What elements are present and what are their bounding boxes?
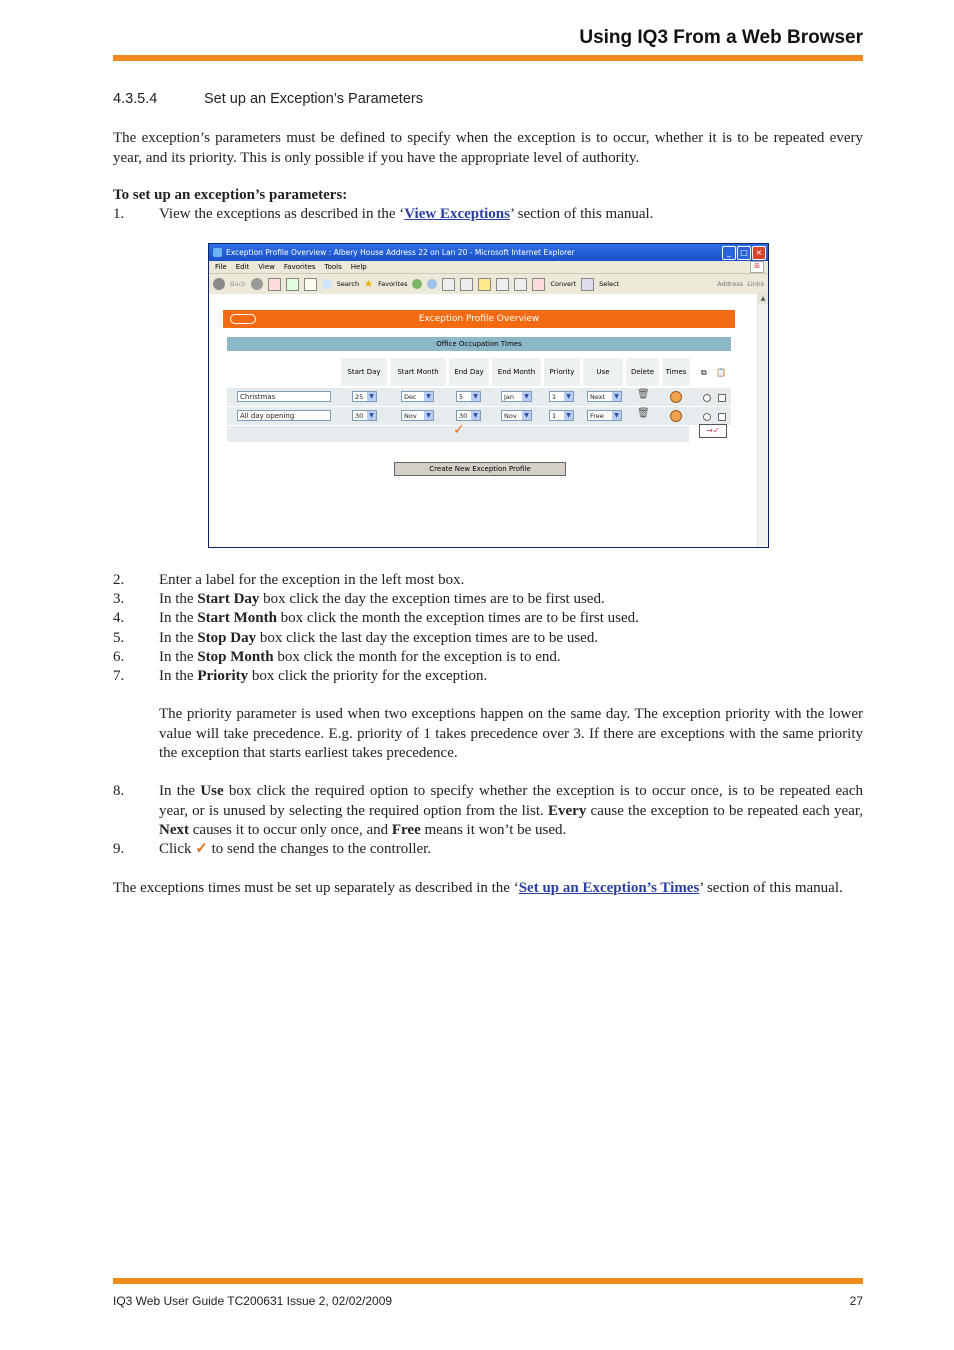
maximize-icon[interactable]: □: [737, 246, 751, 260]
notes-icon[interactable]: [478, 278, 491, 291]
window-title: Exception Profile Overview : Albery House Address 22 on Lan 20 - Microsoft Internet Explorer: [226, 248, 575, 257]
close-icon[interactable]: ×: [752, 246, 766, 260]
step-text: box click the month the exception times are to be first used.: [276, 610, 639, 626]
select-label[interactable]: Select: [599, 280, 620, 288]
view-exceptions-link[interactable]: View Exceptions: [404, 206, 510, 222]
start-day-select[interactable]: [352, 391, 377, 402]
dropdown-icon: ▼: [367, 392, 376, 401]
minimize-icon[interactable]: _: [722, 246, 736, 260]
col-start-day: Start Day: [341, 358, 387, 386]
step-number: 3.: [113, 591, 125, 607]
dropdown-icon: ▼: [612, 392, 621, 401]
back-label[interactable]: Back: [230, 280, 246, 288]
bold-term: Start Month: [197, 610, 277, 626]
favorites-label[interactable]: Favorites: [378, 280, 408, 288]
section-heading: [113, 91, 423, 107]
home-icon[interactable]: [304, 278, 317, 291]
select-value: Jan: [504, 393, 515, 401]
research-icon[interactable]: [496, 278, 509, 291]
favorites-star-icon[interactable]: ★: [364, 278, 374, 290]
section-number: 4.3.5.4: [113, 91, 158, 107]
intro-paragraph: The exception’s parameters must be defined to specify when the exception is to occur, whether it is to be repeated every year, and its priority. This is only possible if you have the appropriate level of authority.: [113, 130, 863, 166]
bold-term: Stop Month: [197, 649, 274, 665]
step-number: 8.: [113, 783, 125, 799]
menu-help[interactable]: Help: [350, 263, 367, 271]
select-value: Free: [590, 412, 604, 420]
dropdown-icon: ▼: [564, 392, 573, 401]
select-value: 25: [355, 393, 364, 401]
bold-term: Priority: [197, 668, 249, 684]
step-number: 6.: [113, 649, 125, 665]
step-text: causes it to occur only once, and: [189, 822, 392, 838]
end-day-select[interactable]: [456, 410, 481, 421]
start-day-select[interactable]: [352, 410, 377, 421]
dropdown-icon: ▼: [471, 392, 480, 401]
step-text: Enter a label for the exception in the left most box.: [159, 572, 465, 588]
windows-flag-icon: ⊞: [750, 261, 764, 273]
step-text: In the: [159, 630, 198, 646]
step-text: box click the day the exception times are to be first used.: [259, 591, 605, 607]
set-up-exception-times-link[interactable]: Set up an Exception’s Times: [518, 880, 700, 896]
search-icon[interactable]: [322, 279, 332, 289]
step-text: box click the month for the exception is to end.: [273, 649, 561, 665]
step-text: [159, 571, 863, 591]
dropdown-icon: ▼: [612, 411, 621, 420]
print-icon[interactable]: [442, 278, 455, 291]
start-month-select[interactable]: [401, 391, 434, 402]
step-text: [159, 590, 863, 610]
step-number: 4.: [113, 610, 125, 626]
step-text: [159, 667, 863, 687]
bold-term: Every: [548, 802, 587, 819]
submit-check-icon: ✓: [195, 841, 208, 857]
select-value: Next: [590, 393, 606, 401]
step-text: box click the priority for the exception.: [248, 668, 488, 684]
back-icon[interactable]: [213, 278, 225, 290]
header-title: Using IQ3 From a Web Browser: [579, 27, 863, 48]
select-value: Dec: [404, 393, 417, 401]
dropdown-icon: ▼: [471, 411, 480, 420]
dropdown-icon: ▼: [564, 411, 573, 420]
exception-label-input[interactable]: Christmas: [237, 391, 331, 402]
convert-label[interactable]: Convert: [550, 280, 577, 288]
delete-trash-icon[interactable]: 🗑: [637, 389, 650, 400]
occupation-bar: Office Occupation Times: [227, 337, 731, 351]
step-text: View the exceptions as described in the ‘: [159, 206, 405, 222]
browser-screenshot: [208, 243, 769, 548]
step-text: In the: [159, 591, 198, 607]
menu-tools[interactable]: Tools: [324, 263, 342, 271]
dropdown-icon: ▼: [522, 392, 531, 401]
step-number: 2.: [113, 572, 125, 588]
browser-titlebar: [209, 244, 768, 261]
step-number: 1.: [113, 206, 125, 222]
col-use: Use: [583, 358, 623, 386]
step-text: cause the exception to be repeated each year,: [586, 802, 863, 819]
use-select[interactable]: [587, 410, 622, 421]
use-select[interactable]: [587, 391, 622, 402]
times-clock-icon[interactable]: [670, 410, 682, 422]
select-value: 30: [355, 412, 364, 420]
bold-term: Stop Day: [197, 630, 257, 646]
step-number: 7.: [113, 668, 125, 684]
page-number: 27: [849, 1294, 863, 1308]
select-radio[interactable]: [703, 394, 711, 402]
paste-icon[interactable]: 📋: [716, 368, 726, 377]
exception-label-input[interactable]: All day opening: [237, 410, 331, 421]
ie-icon: [213, 248, 222, 257]
footer-rule: [113, 1278, 863, 1284]
logo-icon: [230, 314, 256, 324]
header-rule: [113, 55, 863, 61]
links-label[interactable]: Links: [747, 280, 764, 288]
scrollbar[interactable]: [757, 294, 768, 547]
refresh-icon[interactable]: [286, 278, 299, 291]
scroll-up-icon[interactable]: ▲: [758, 294, 768, 304]
priority-select[interactable]: [549, 391, 574, 402]
col-end-month: End Month: [492, 358, 541, 386]
dropdown-icon: ▼: [522, 411, 531, 420]
apply-arrow-icon[interactable]: →✓: [699, 424, 727, 438]
overview-title: Exception Profile Overview: [418, 314, 540, 324]
browser-content: [209, 294, 768, 547]
col-start-month: Start Month: [390, 358, 446, 386]
forward-icon[interactable]: [251, 278, 263, 290]
select-value: 1: [552, 412, 557, 420]
step-text: box click the required option to specify whether the exception is to occur once, is to be repeated each year, or is unused by selecting the required option from the list.: [159, 783, 863, 819]
dropdown-icon: ▼: [367, 411, 376, 420]
step-text: [159, 648, 863, 668]
step-text: In the: [159, 649, 198, 665]
menu-favorites[interactable]: Favorites: [283, 263, 316, 271]
menu-view[interactable]: View: [258, 263, 275, 271]
dropdown-icon: ▼: [424, 411, 433, 420]
submit-check-icon[interactable]: ✓: [453, 422, 465, 438]
end-month-select[interactable]: [501, 391, 532, 402]
section-title: Set up an Exception’s Parameters: [204, 91, 423, 107]
step-text: box click the last day the exception times are to be used.: [256, 630, 599, 646]
col-times: Times: [662, 358, 690, 386]
stop-icon[interactable]: [268, 278, 281, 291]
step-number: 9.: [113, 841, 125, 857]
start-month-select[interactable]: [401, 410, 434, 421]
step-text: [159, 629, 863, 649]
address-label: Address: [717, 280, 744, 288]
closing-text: The exceptions times must be set up separately as described in the ‘: [113, 880, 519, 896]
closing-text: ’ section of this manual.: [699, 880, 843, 896]
col-delete: Delete: [626, 358, 659, 386]
dropdown-icon: ▼: [424, 392, 433, 401]
procedure-heading: To set up an exception’s parameters:: [113, 187, 348, 203]
select-value: 1: [552, 393, 557, 401]
step-text: In the: [159, 668, 198, 684]
end-day-select[interactable]: [456, 391, 481, 402]
col-end-day: End Day: [449, 358, 489, 386]
convert-icon[interactable]: [532, 278, 545, 291]
select-value: 30: [459, 412, 468, 420]
step-text: ’ section of this manual.: [509, 206, 654, 222]
select-checkbox[interactable]: [718, 394, 726, 402]
history-icon[interactable]: [412, 279, 422, 289]
mail-icon[interactable]: [427, 279, 437, 289]
step-number: 5.: [113, 630, 125, 646]
bold-term: Start Day: [197, 591, 260, 607]
select-icon[interactable]: [581, 278, 594, 291]
delete-trash-icon[interactable]: 🗑: [637, 408, 650, 419]
overview-banner: [223, 310, 735, 328]
step-text: [159, 782, 863, 841]
col-priority: Priority: [544, 358, 580, 386]
copy-icon[interactable]: ⧉: [701, 368, 707, 377]
menu-edit[interactable]: Edit: [235, 263, 250, 271]
messenger-icon[interactable]: [514, 278, 527, 291]
end-month-select[interactable]: [501, 410, 532, 421]
bold-term: Use: [200, 783, 224, 799]
step-text: to send the changes to the controller.: [211, 841, 432, 857]
times-clock-icon[interactable]: [670, 391, 682, 403]
menu-file[interactable]: File: [215, 263, 227, 271]
select-value: Nov: [504, 412, 517, 420]
footer-doc-info: IQ3 Web User Guide TC200631 Issue 2, 02/02/2009: [113, 1294, 393, 1308]
closing-paragraph: [113, 879, 863, 899]
create-exception-button[interactable]: Create New Exception Profile: [394, 462, 566, 476]
edit-icon[interactable]: [460, 278, 473, 291]
search-label[interactable]: Search: [336, 280, 360, 288]
step-text: [159, 609, 863, 629]
step-text: Click: [159, 841, 192, 857]
step-text: means it won’t be used.: [420, 822, 567, 838]
select-value: 5: [459, 393, 464, 401]
step-text: In the: [159, 783, 201, 799]
select-radio[interactable]: [703, 413, 711, 421]
bold-term: Next: [159, 822, 189, 838]
select-checkbox[interactable]: [718, 413, 726, 421]
step-text: In the: [159, 610, 198, 626]
select-value: Nov: [404, 412, 417, 420]
priority-note: The priority parameter is used when two exceptions happen on the same day. The exception priority with the lower value will take precedence. E.g. priority of 1 takes precedence over 3. If there are exceptions with the same priority the exception that starts earliest takes precedence.: [159, 706, 863, 761]
browser-toolbar: [209, 274, 768, 295]
bold-term: Free: [391, 822, 421, 838]
menu-bar: [209, 261, 768, 274]
priority-select[interactable]: [549, 410, 574, 421]
